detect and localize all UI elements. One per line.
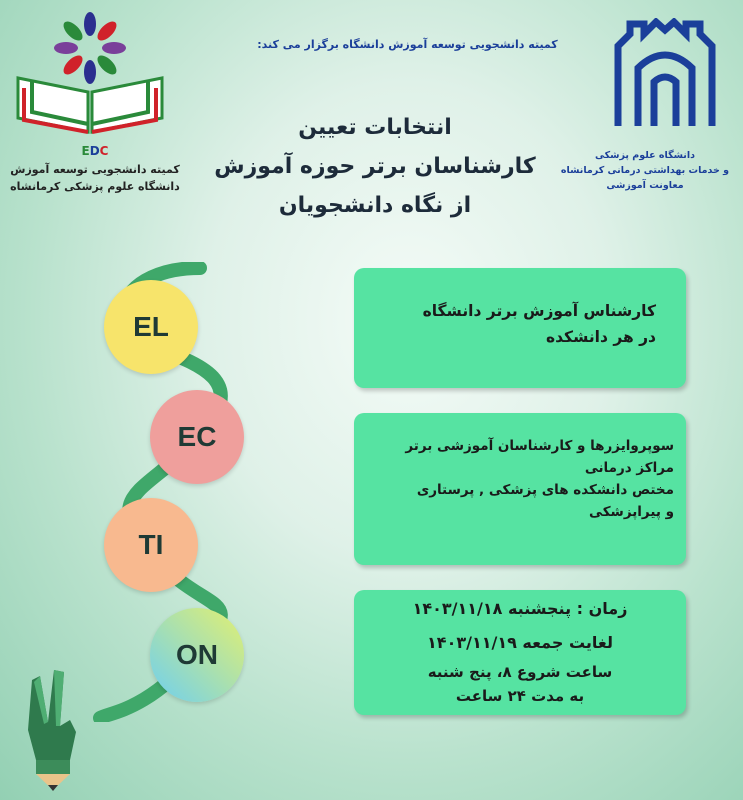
circle-el: EL xyxy=(104,280,198,374)
schedule-start-time: ساعت شروع ۸، پنج شنبه xyxy=(427,663,613,681)
info-box-schedule xyxy=(354,590,686,715)
university-logo xyxy=(610,18,720,130)
university-caption-line3: معاونت آموزشی xyxy=(606,180,684,191)
schedule-start-date: زمان : پنجشنبه ۱۴۰۳/۱۱/۱۸ xyxy=(412,599,628,618)
box2-line3: مختص دانشکده های پزشکی , پرستاری xyxy=(416,482,674,498)
edc-letter-e: E xyxy=(81,144,90,158)
organizer-text: کمیته دانشجویی توسعه آموزش دانشگاه برگزار می کند: xyxy=(257,38,558,51)
circle-ti: TI xyxy=(104,498,198,592)
university-caption-line2: و خدمات بهداشتی درمانی کرمانشاه xyxy=(560,165,730,176)
edc-caption xyxy=(0,161,190,195)
university-caption-line1: دانشگاه علوم پزشکی xyxy=(595,150,695,161)
circle-on: ON xyxy=(150,608,244,702)
circle-ec: EC xyxy=(150,390,244,484)
info-box-supervisors xyxy=(354,413,686,565)
edc-caption-line2: دانشگاه علوم پزشکی کرمانشاه xyxy=(10,180,180,193)
box2-line4: و پیراپزشکی xyxy=(589,504,674,520)
box2-line2: مراکز درمانی xyxy=(584,460,674,476)
page-title xyxy=(200,108,550,225)
schedule-duration: به مدت ۲۴ ساعت xyxy=(455,687,585,705)
title-line-1: انتخابات تعیین xyxy=(298,115,452,140)
edc-letter-c: C xyxy=(99,144,109,158)
title-line-2: کارشناسان برتر حوزه آموزش xyxy=(214,154,536,179)
edc-letters xyxy=(0,144,190,158)
box1-line2: در هر دانشکده xyxy=(545,328,656,346)
edc-letter-d: D xyxy=(89,144,100,158)
university-caption xyxy=(560,148,730,193)
box2-line1: سوپروایزرها و کارشناسان آموزشی برتر xyxy=(405,438,674,454)
schedule-end-date: لغایت جمعه ۱۴۰۳/۱۱/۱۹ xyxy=(427,633,613,652)
box1-line1: کارشناس آموزش برتر دانشگاه xyxy=(422,302,656,320)
edc-logo xyxy=(10,8,170,138)
title-line-3: از نگاه دانشجویان xyxy=(278,193,472,218)
info-box-university-expert xyxy=(354,268,686,388)
edc-caption-line1: کمیته دانشجویی توسعه آموزش xyxy=(10,163,180,176)
victory-hand-icon xyxy=(18,660,88,795)
